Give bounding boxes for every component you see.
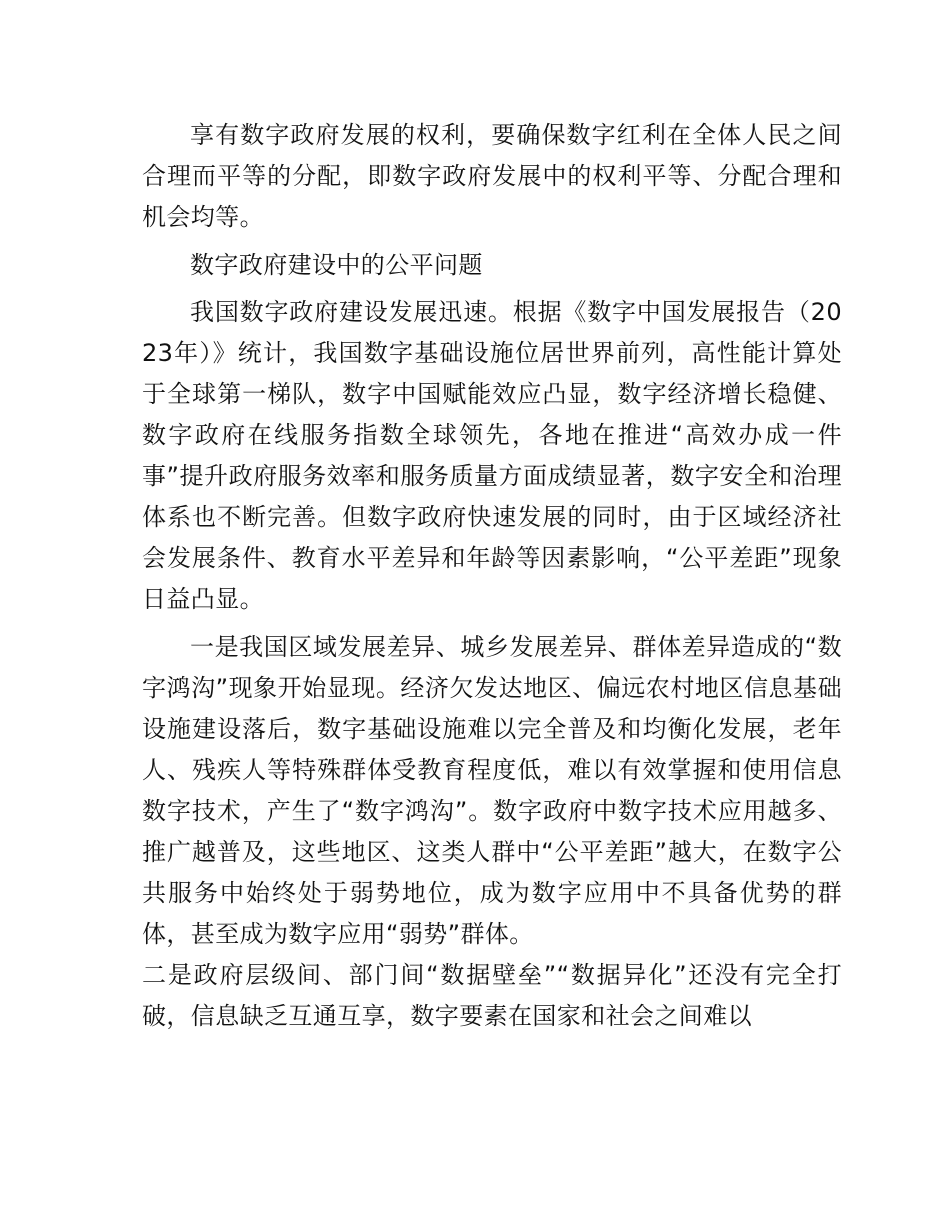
paragraph-data-barriers: 二是政府层级间、部门间“数据壁垒”“数据异化”还没有完全打破，信息缺乏互通互享，数字要素在国家和社会之间难以 [142, 961, 842, 1030]
paragraph-development: 我国数字政府建设发展迅速。根据《数字中国发展报告（2023年）》统计，我国数字基础设施位居世界前列，高性能计算处于全球第一梯队，数字中国赋能效应凸显，数字经济增长稳健、数字政府在线服务指数全球领先，各地在推进“高效办成一件事”提升政府服务效率和服务质量方面成绩显著，数字安全和治理体系也不断完善。但数字政府快速发展的同时，由于区域经济社会发展条件、教育水平差异和年龄等因素影响，“公平差距”现象日益凸显。 [142, 298, 842, 613]
document-page [142, 115, 842, 1037]
paragraph-digital-divide: 一是我国区域发展差异、城乡发展差异、群体差异造成的“数字鸿沟”现象开始显现。经济欠发达地区、偏远农村地区信息基础设施建设落后，数字基础设施难以完全普及和均衡化发展，老年人、残疾人等特殊群体受教育程度低，难以有效掌握和使用信息数字技术，产生了“数字鸿沟”。数字政府中数字技术应用越多、推广越普及，这些地区、这类人群中“公平差距”越大，在数字公共服务中始终处于弱势地位，成为数字应用中不具备优势的群体，甚至成为数字应用“弱势”群体。 [142, 633, 843, 948]
section-heading: 数字政府建设中的公平问题 [190, 251, 483, 279]
paragraph-rights: 享有数字政府发展的权利，要确保数字红利在全体人民之间合理而平等的分配，即数字政府发展中的权利平等、分配合理和机会均等。 [142, 121, 842, 231]
